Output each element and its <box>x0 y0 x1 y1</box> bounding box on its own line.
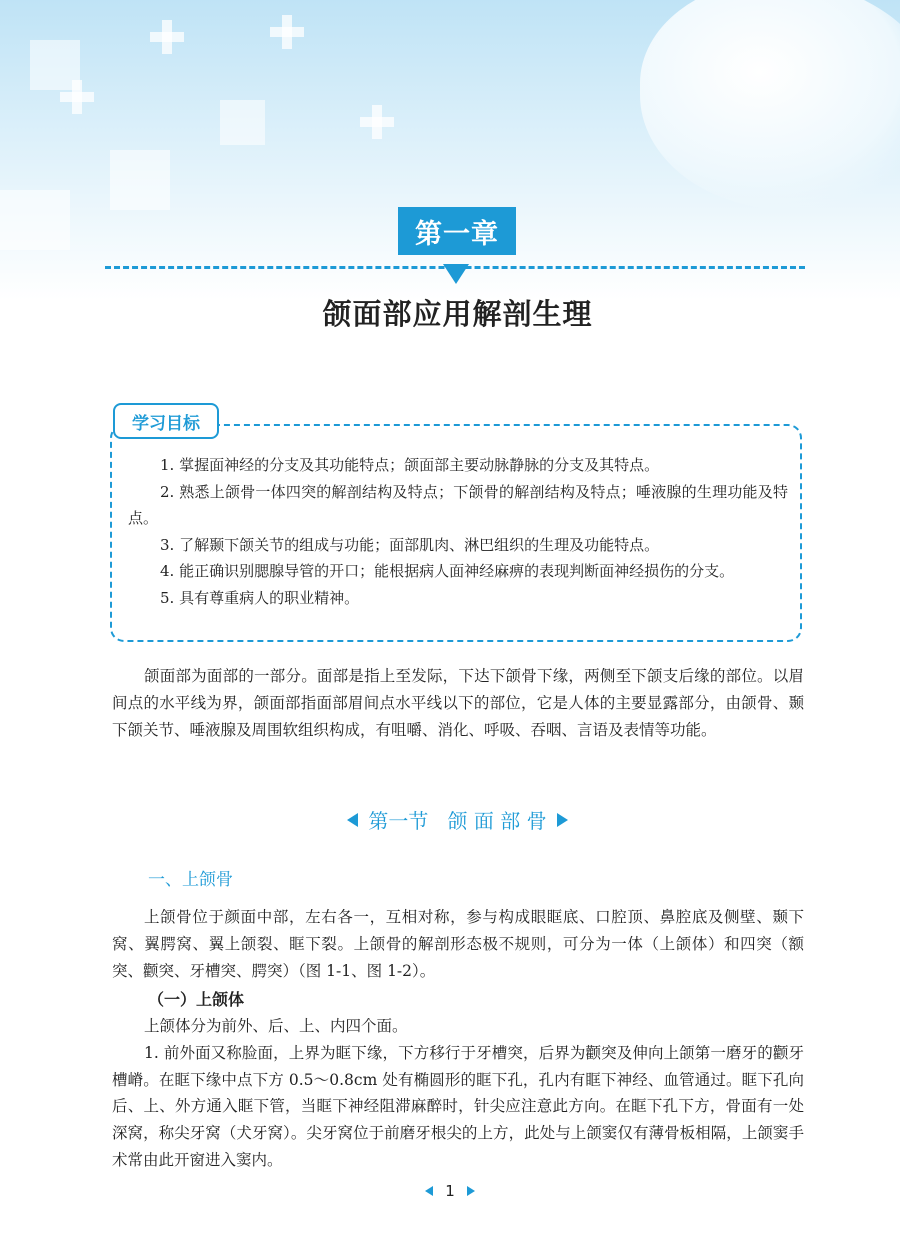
plus-decor-icon <box>360 105 394 139</box>
page-footer <box>0 1182 900 1200</box>
intro-paragraph: 颌面部为面部的一部分。面部是指上至发际，下达下颌骨下缘，两侧至下颌支后缘的部位。以眉间点的水平线为界，颌面部指面部眉间点水平线以下的部位，它是人体的主要显露部分，由颌骨、颞下颌关节、唾液腺及周围软组织构成，有咀嚼、消化、呼吸、吞咽、言语及表情等功能。 <box>112 667 804 739</box>
page-number: 1 <box>445 1182 455 1200</box>
section-title-text: 第一节 颌 面 部 骨 <box>368 809 547 833</box>
paragraph: 上颌骨位于颜面中部，左右各一，互相对称，参与构成眼眶底、口腔顶、鼻腔底及侧壁、颞下窝、翼腭窝、翼上颌裂、眶下裂。上颌骨的解剖形态极不规则，可分为一体（上颌体）和四突（额突、颧突、牙槽突、腭突）（图 1-1、图 1-2）。 <box>112 908 804 980</box>
plus-decor-icon <box>270 15 304 49</box>
decor-square <box>220 100 265 145</box>
plus-decor-icon <box>150 20 184 54</box>
objective-item: 1. 掌握面神经的分支及其功能特点；颌面部主要动脉静脉的分支及其特点。 <box>160 456 660 474</box>
triangle-left-icon <box>347 813 358 827</box>
intro-text <box>112 663 804 743</box>
chapter-title: 颌面部应用解剖生理 <box>322 297 593 331</box>
objectives-list <box>128 452 788 611</box>
chapter-arrow-icon <box>443 264 469 284</box>
section-title <box>0 805 900 834</box>
objective-item: 5. 具有尊重病人的职业精神。 <box>160 588 360 607</box>
decor-square <box>110 150 170 210</box>
paragraph: 上颌体分为前外、后、上、内四个面。 <box>144 1017 408 1035</box>
paragraph: 1. 前外面又称脸面，上界为眶下缘，下方移行于牙槽突，后界为颧突及伸向上颌第一磨牙的颧牙槽嵴。在眶下缘中点下方 0.5～0.8cm 处有椭圆形的眶下孔，孔内有眶下神经、血管通过。眶下孔向后、上、外方通入眶下管，当眶下神经阻滞麻醉时，针尖应注意此方向。在眶下孔下方，骨面有一处深窝，称尖牙窝（犬牙窝）。尖牙窝位于前磨牙根尖的上方，此处与上颌窦仅有薄骨板相隔，上颌窦手术常由此开窗进入窦内。 <box>112 1043 804 1169</box>
plus-decor-icon <box>60 80 94 114</box>
next-page-icon <box>467 1186 475 1196</box>
objectives-label: 学习目标 <box>113 403 219 439</box>
heading-maxilla-body: （一）上颌体 <box>148 990 245 1009</box>
chapter-label: 第一章 <box>398 207 516 255</box>
maxilla-body-text <box>112 1013 804 1174</box>
tooth-illustration <box>640 0 900 210</box>
prev-page-icon <box>425 1186 433 1196</box>
maxilla-text <box>112 904 804 984</box>
objective-item: 4. 能正确识别腮腺导管的开口；能根据病人面神经麻痹的表现判断面神经损伤的分支。 <box>160 562 735 580</box>
triangle-right-icon <box>557 813 568 827</box>
header-background <box>0 0 900 300</box>
objective-item: 2. 熟悉上颌骨一体四突的解剖结构及特点；下颌骨的解剖结构及特点；唾液腺的生理功能及特点。 <box>128 482 788 527</box>
heading-maxilla: 一、上颌骨 <box>148 870 233 890</box>
objective-item: 3. 了解颞下颌关节的组成与功能；面部肌肉、淋巴组织的生理及功能特点。 <box>160 535 660 554</box>
decor-square <box>0 190 70 250</box>
